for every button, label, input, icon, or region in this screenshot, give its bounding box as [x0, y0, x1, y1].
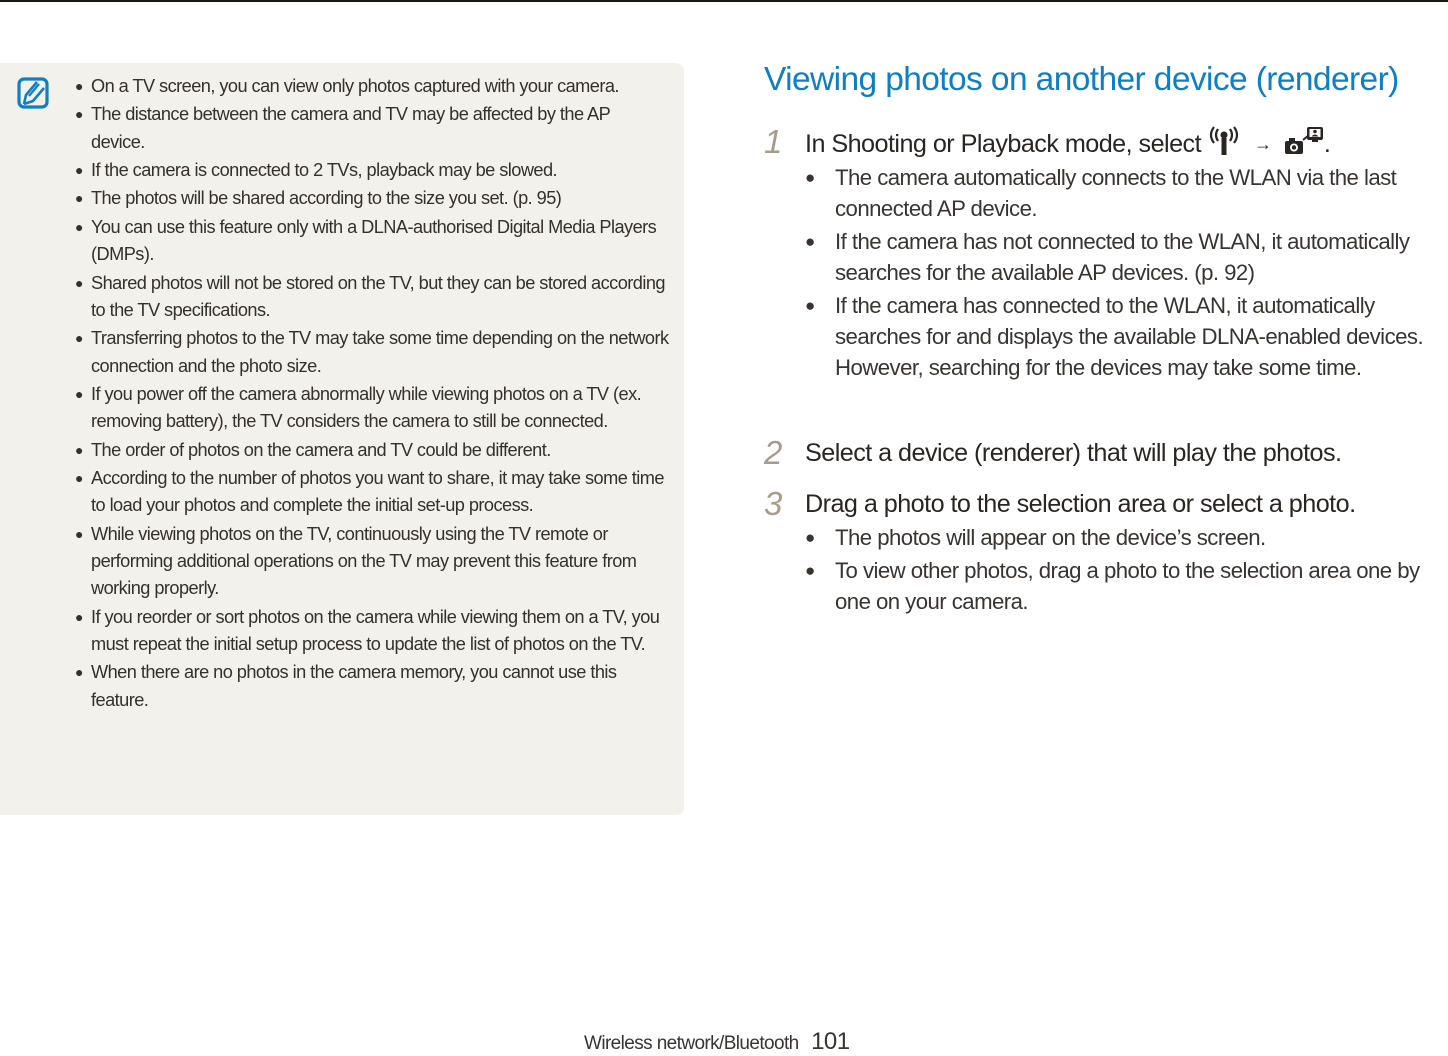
page-footer	[584, 1028, 850, 1056]
note-item: ● You can use this feature only with a DLNA-authorised Digital Media Players (DMPs).	[74, 214, 671, 269]
footer-section-title: Wireless network/Bluetooth	[584, 1033, 799, 1054]
note-item: ● The order of photos on the camera and TV could be different.	[74, 437, 674, 464]
step-bullet: ● The camera automatically connects to the WLAN via the last connected AP device.	[805, 162, 1448, 224]
bullet-icon: ●	[75, 218, 83, 235]
bullet-icon: ●	[75, 385, 83, 402]
note-item: ● When there are no photos in the camera memory, you cannot use this feature.	[74, 659, 666, 714]
page-number: 101	[811, 1028, 850, 1055]
step-bullet: ● The photos will appear on the device’s screen.	[805, 522, 1448, 553]
bullet-icon: ●	[75, 274, 83, 291]
wireless-antenna-icon	[1207, 126, 1241, 156]
step-instruction: In Shooting or Playback mode, select → .	[805, 126, 1330, 160]
step-1-bullets	[805, 162, 1448, 384]
section-title: Viewing photos on another device (renderer)	[764, 61, 1399, 98]
bullet-icon: ●	[75, 106, 83, 123]
bullet-icon: ●	[75, 525, 83, 542]
bullet-icon: ●	[75, 664, 83, 681]
top-rule	[0, 0, 1448, 2]
note-list	[74, 73, 674, 715]
step-bullet: ● If the camera has connected to the WLAN, it automatically searches for and displays the available DLNA-enabled devices. However, searching for the devices may take some time.	[805, 290, 1435, 383]
bullet-icon: ●	[75, 470, 83, 486]
note-pencil-icon	[17, 77, 49, 109]
step-bullet: ● To view other photos, drag a photo to the selection area one by one on your camera.	[805, 555, 1445, 617]
bullet-icon: ●	[75, 441, 83, 458]
step-bullet: ● If the camera has not connected to the WLAN, it automatically searches for the available AP devices. (p. 92)	[805, 226, 1448, 288]
arrow-right-icon: →	[1253, 134, 1272, 154]
note-item: ● On a TV screen, you can view only photos captured with your camera.	[74, 73, 674, 100]
bullet-icon: ●	[75, 78, 83, 94]
step-instruction: Select a device (renderer) that will play the photos.	[805, 439, 1342, 467]
step-3-bullets	[805, 522, 1448, 618]
bullet-icon: ●	[805, 528, 815, 547]
note-item: ● The photos will be shared according to the size you set. (p. 95)	[74, 185, 674, 212]
note-item: ● Transferring photos to the TV may take some time depending on the network connection and the photo size.	[74, 325, 681, 380]
bullet-icon: ●	[805, 295, 815, 315]
note-item: ● If you power off the camera abnormally while viewing photos on a TV (ex. removing battery), the TV considers the camera to still be connected.	[74, 381, 651, 436]
bullet-icon: ●	[805, 168, 815, 187]
step-number: 1	[764, 123, 783, 160]
note-item: ● If you reorder or sort photos on the camera while viewing them on a TV, you must repeat the initial setup process to update the list of photos on the TV.	[74, 604, 666, 659]
camera-to-tv-icon	[1284, 126, 1324, 156]
bullet-icon: ●	[805, 560, 815, 580]
bullet-icon: ●	[805, 231, 815, 251]
note-item: ● If the camera is connected to 2 TVs, playback may be slowed.	[74, 157, 674, 184]
note-item: ● The distance between the camera and TV may be affected by the AP device.	[74, 101, 651, 156]
note-item: ● According to the number of photos you want to share, it may take some time to load your photos and complete the initial set-up process.	[74, 465, 666, 520]
bullet-icon: ●	[75, 190, 83, 207]
step-number: 3	[764, 485, 783, 522]
note-item: ● While viewing photos on the TV, continuously using the TV remote or performing additional operations on the TV may prevent this feature from working properly.	[74, 521, 691, 603]
bullet-icon: ●	[75, 162, 83, 179]
bullet-icon: ●	[75, 330, 83, 347]
bullet-icon: ●	[75, 608, 83, 625]
step-number: 2	[764, 434, 783, 471]
note-box	[0, 63, 684, 815]
step-instruction: Drag a photo to the selection area or select a photo.	[805, 490, 1356, 518]
note-item: ● Shared photos will not be stored on the TV, but they can be stored according to the TV specifications.	[74, 270, 671, 325]
